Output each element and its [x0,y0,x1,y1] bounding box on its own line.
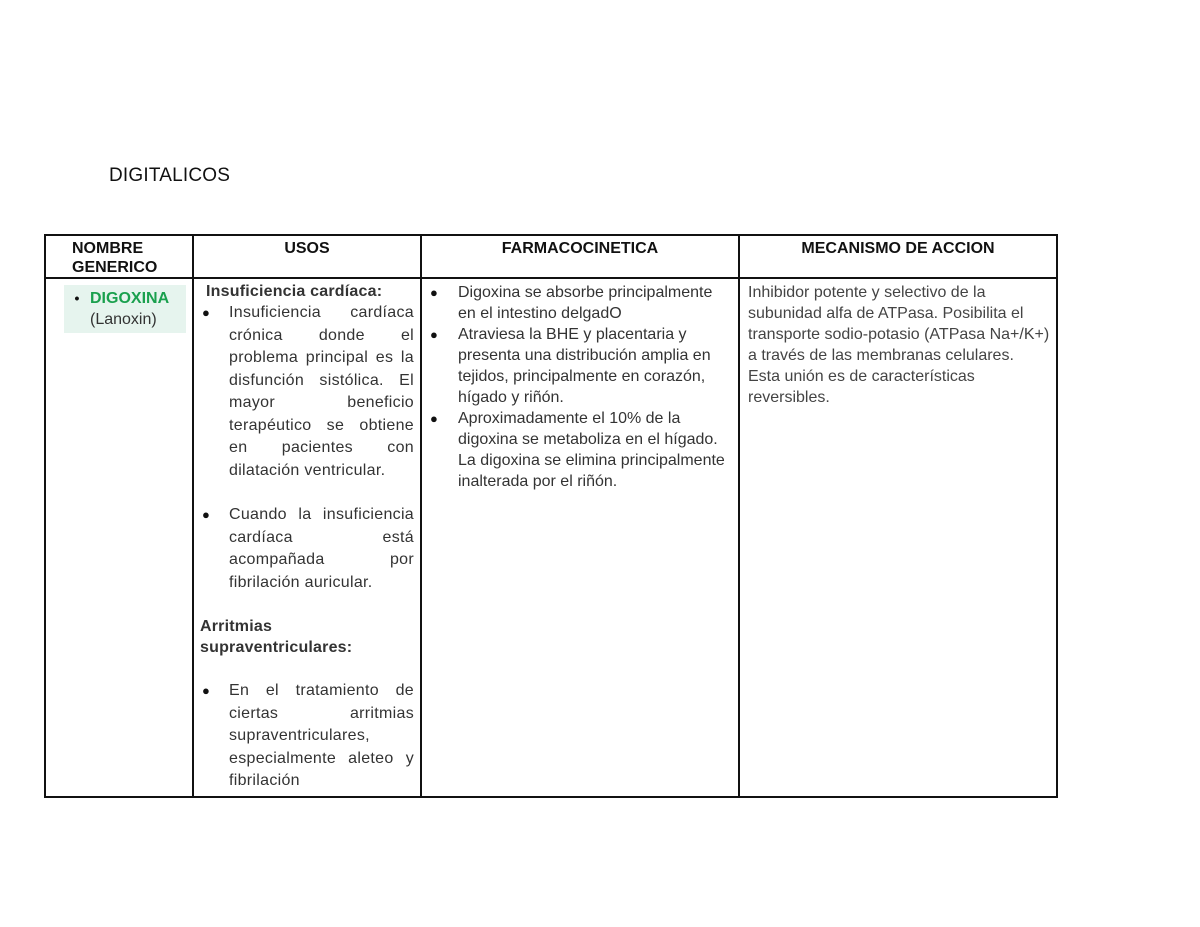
list-item-text: Digoxina se absorbe principalmente en el intestino delgadO [458,284,713,322]
table-row [45,278,1057,797]
list-item-text: Insuficiencia cardíaca crónica donde el problema principal es la disfunción sistólica. El mayor beneficio terapéutico se obtiene en pacientes con dilatación ventricular. [229,304,414,479]
list-item [430,408,730,492]
cell-nombre [45,278,193,797]
cell-mecanismo [739,278,1057,797]
spacer [200,482,414,504]
farmacocinetica-list [430,282,730,492]
header-farmacocinetica: FARMACOCINETICA [421,235,739,278]
header-mecanismo: MECANISMO DE ACCION [739,235,1057,278]
cell-usos [193,278,421,797]
drug-highlight [64,285,186,333]
cell-farmacocinetica [421,278,739,797]
drug-name: DIGOXINA [90,289,170,307]
digitalicos-table [44,234,1058,798]
drug-brand: (Lanoxin) [90,311,157,328]
header-nombre-line2: GENERICO [72,259,158,276]
list-item [430,324,730,408]
usos-section-title: Insuficiencia cardíaca: [206,283,383,300]
bullet-icon: • [74,289,80,306]
list-item [430,282,730,324]
page-title: DIGITALICOS [109,165,231,186]
bullet-icon: ● [430,411,438,426]
header-nombre-generico [45,235,193,278]
header-usos: USOS [193,235,421,278]
list-item-text: En el tratamiento de ciertas arritmias supraventriculares, especialmente aleteo y fibrilación [229,682,414,789]
usos-list [200,302,414,594]
list-item [200,302,414,482]
bullet-icon: ● [202,507,211,522]
drug-name-line [64,287,186,309]
usos-list [200,680,414,793]
header-nombre-line1: NOMBRE [72,240,144,257]
bullet-icon: ● [202,305,211,320]
list-item [200,504,414,594]
list-item [200,680,414,793]
bullet-icon: ● [430,327,438,342]
mecanismo-text: Inhibidor potente y selectivo de la subunidad alfa de ATPasa. Posibilita el transporte sodio-potasio (ATPasa Na+/K+) a través de las membranas celulares. Esta unión es de características reversibles. [748,284,1050,406]
bullet-icon: ● [430,285,438,300]
usos-section-title: Arritmias supraventriculares: [200,618,353,656]
list-item-text: Aproximadamente el 10% de la digoxina se metaboliza en el hígado. La digoxina se elimina principalmente inalterada por el riñón. [458,410,725,490]
bullet-icon: ● [202,683,211,698]
table-header-row [45,235,1057,278]
list-item-text: Cuando la insuficiencia cardíaca está acompañada por fibrilación auricular. [229,506,414,591]
list-item-text: Atraviesa la BHE y placentaria y presenta una distribución amplia en tejidos, principalmente en corazón, hígado y riñón. [458,326,711,406]
